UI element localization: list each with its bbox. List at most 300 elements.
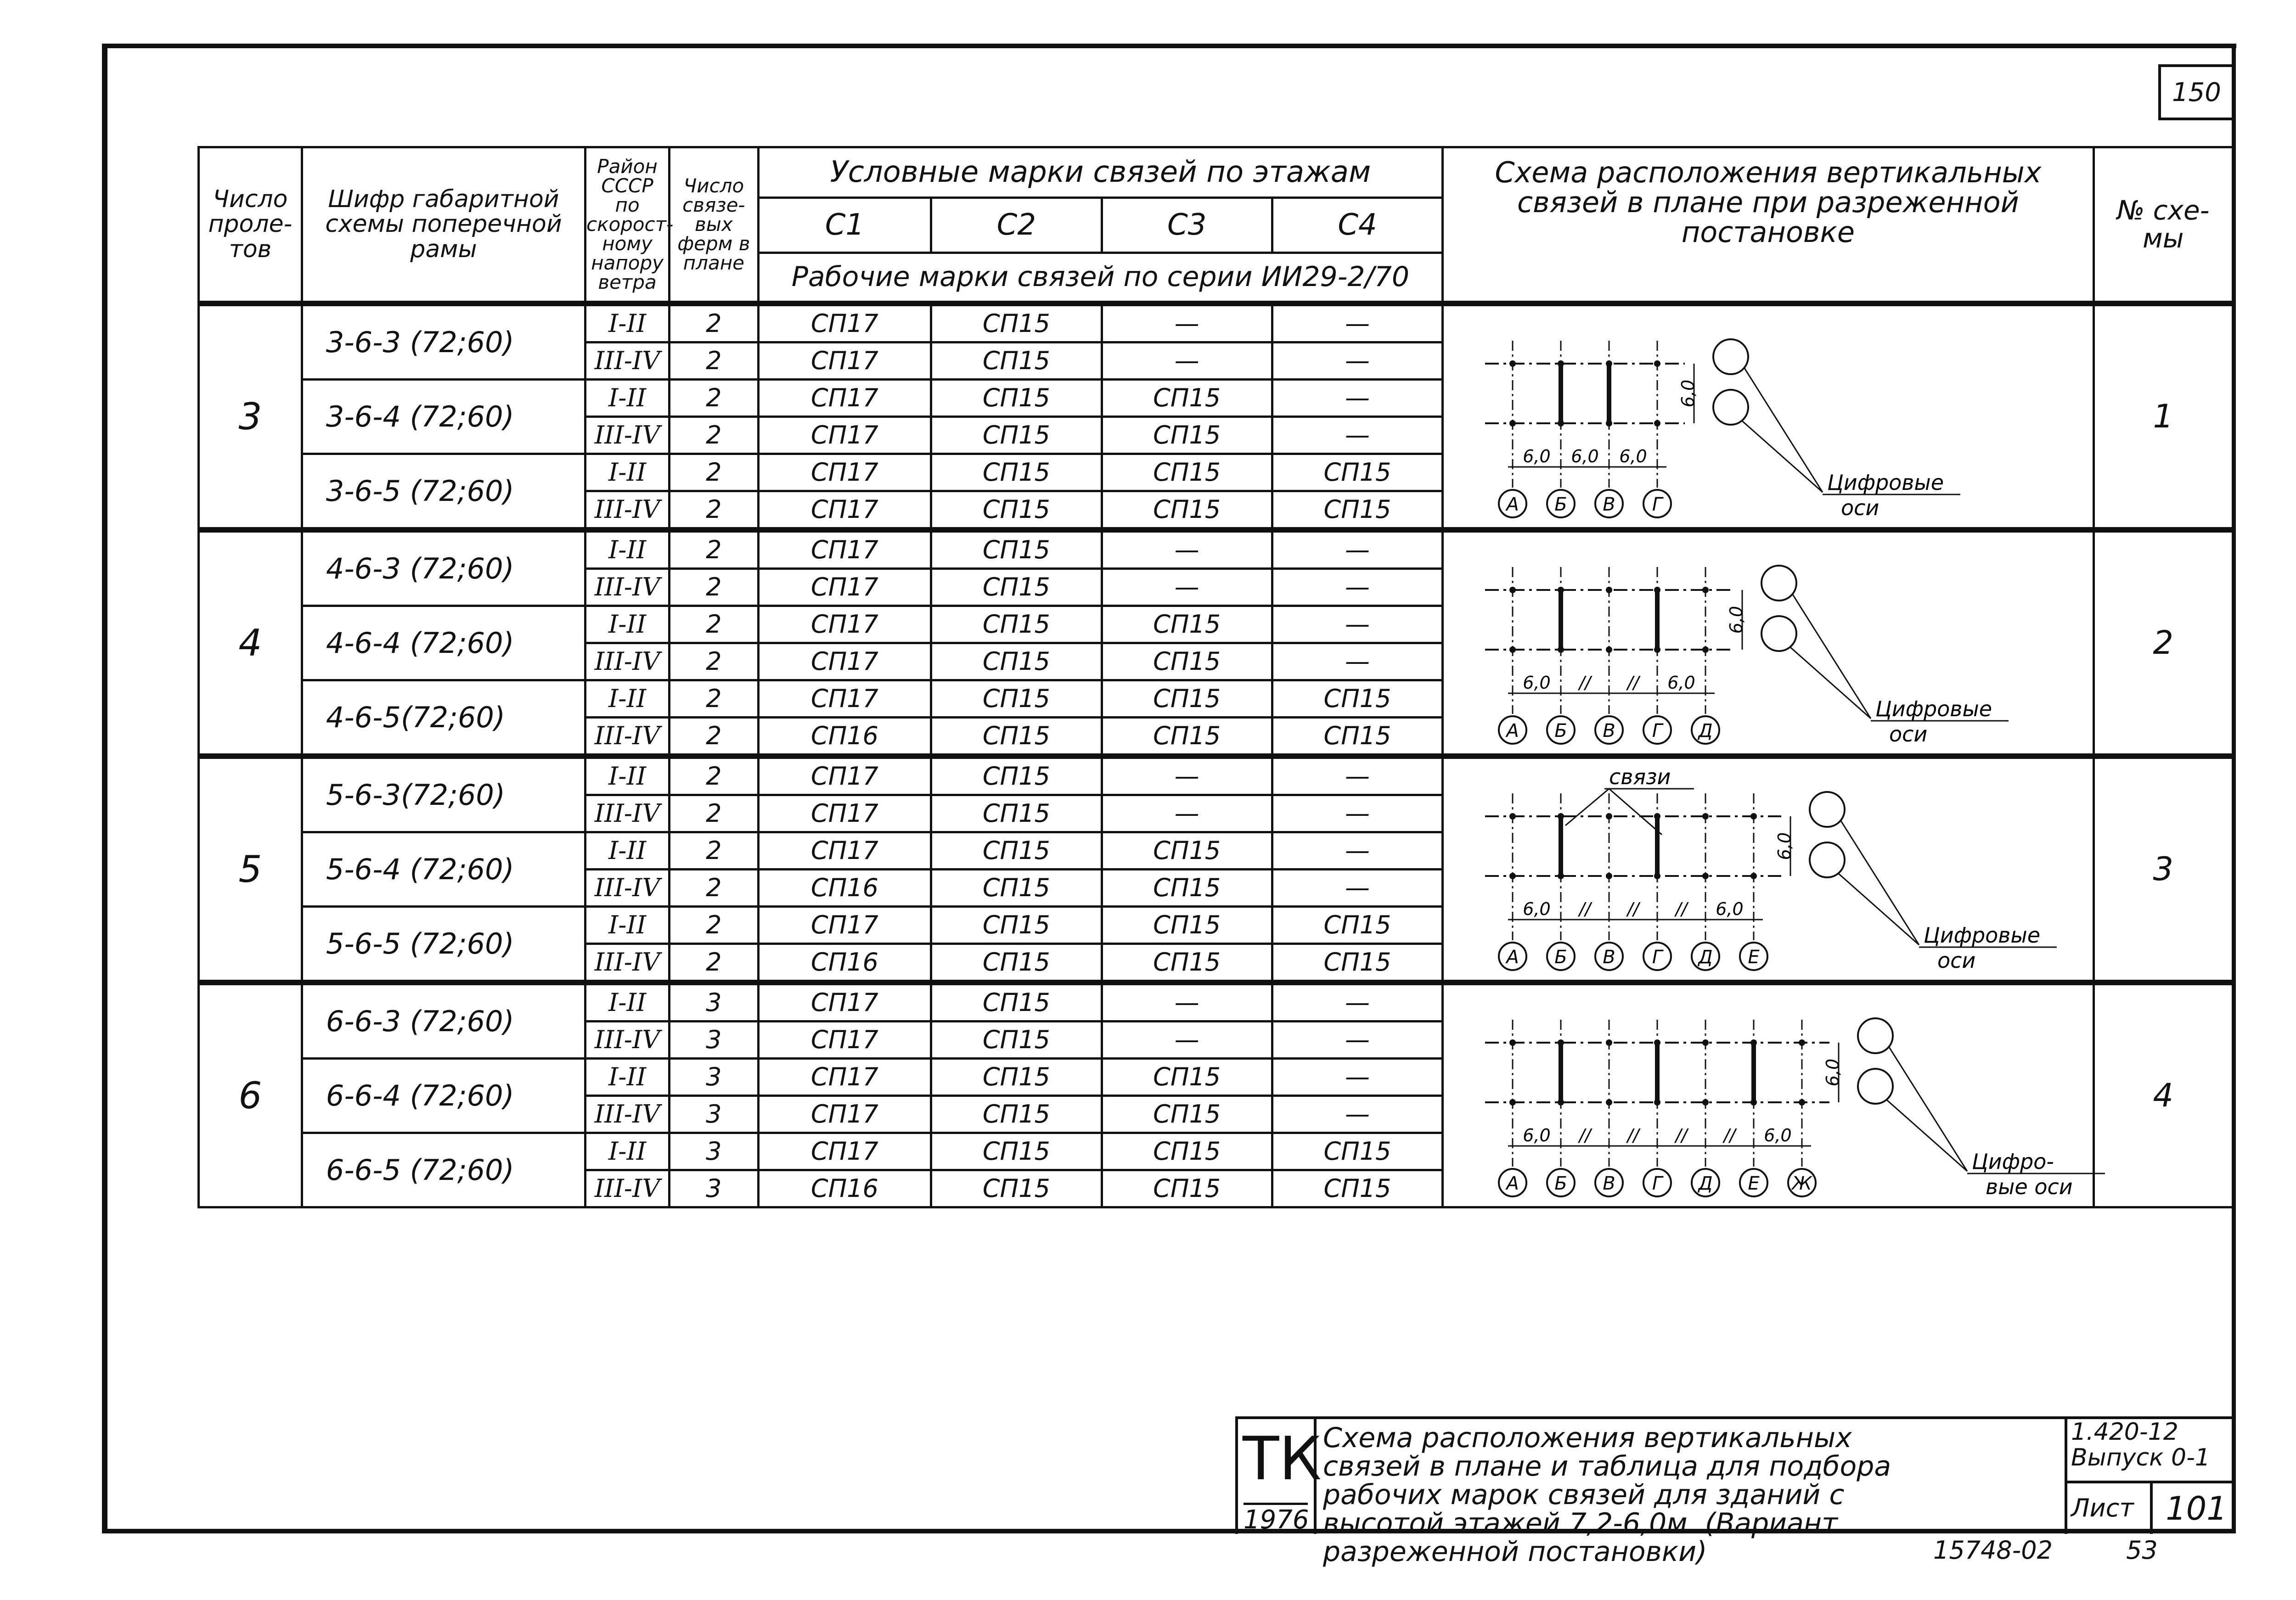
cell-mark-c1: СП17 bbox=[758, 379, 931, 416]
cell-mark-c4: — bbox=[1272, 303, 1442, 342]
column-dot bbox=[1750, 873, 1757, 879]
cell-truss-count: 2 bbox=[670, 379, 759, 416]
dimension-label: // bbox=[1675, 899, 1688, 919]
vertical-dimension-label: 6,0 bbox=[1726, 606, 1747, 634]
cell-mark-c2: СП15 bbox=[931, 1133, 1102, 1170]
cell-mark-c3: СП15 bbox=[1102, 869, 1272, 906]
cell-mark-c1: СП17 bbox=[758, 416, 931, 454]
stamp-year: 1976 bbox=[1244, 1503, 1308, 1535]
cell-wind-zone: III-IV bbox=[585, 416, 670, 454]
cell-truss-count: 2 bbox=[670, 454, 759, 491]
column-dot bbox=[1509, 360, 1516, 367]
cell-mark-c1: СП17 bbox=[758, 1095, 931, 1133]
cell-mark-c4: — bbox=[1272, 342, 1442, 379]
bracing-plan-scheme bbox=[1444, 990, 2073, 1201]
header-scheme: Схема расположения вертикальных связей в плане при разреженной постановке bbox=[1443, 147, 2093, 303]
digital-axis-bubble bbox=[1761, 566, 1796, 601]
dimension-label: 6,0 bbox=[1667, 673, 1695, 693]
header-conditional-marks: Условные марки связей по этажам bbox=[758, 147, 1443, 198]
cell-wind-zone: III-IV bbox=[585, 568, 670, 606]
cell-span-count: 5 bbox=[199, 756, 302, 982]
bracing-table bbox=[197, 146, 2234, 1208]
digital-axes-label: Цифровые bbox=[1827, 470, 1944, 495]
header-count: Число связе- вых ферм в плане bbox=[670, 147, 759, 303]
cell-wind-zone: III-IV bbox=[585, 795, 670, 832]
cell-truss-count: 3 bbox=[670, 1133, 759, 1170]
cell-mark-c4: — bbox=[1272, 869, 1442, 906]
column-dot bbox=[1509, 1039, 1516, 1046]
cell-mark-c1: СП16 bbox=[758, 869, 931, 906]
cell-mark-c4: СП15 bbox=[1272, 943, 1442, 982]
stamp-code bbox=[2065, 1419, 2234, 1483]
cell-mark-c1: СП17 bbox=[758, 832, 931, 869]
stamp-code-issue: Выпуск 0-1 bbox=[2071, 1444, 2210, 1471]
digital-axis-bubble bbox=[1858, 1069, 1893, 1104]
cell-truss-count: 2 bbox=[670, 756, 759, 795]
digital-axis-bubble bbox=[1810, 792, 1845, 827]
cell-mark-c3: — bbox=[1102, 982, 1272, 1022]
cell-wind-zone: III-IV bbox=[585, 1095, 670, 1133]
cell-mark-c3: — bbox=[1102, 342, 1272, 379]
column-dot bbox=[1509, 873, 1516, 879]
cell-frame-cipher: 4-6-3 (72;60) bbox=[302, 530, 585, 606]
cell-mark-c4: СП15 bbox=[1272, 906, 1442, 943]
cell-mark-c4: СП15 bbox=[1272, 1133, 1442, 1170]
cell-mark-c2: СП15 bbox=[931, 1170, 1102, 1207]
cell-mark-c1: СП17 bbox=[758, 303, 931, 342]
cell-mark-c4: — bbox=[1272, 530, 1442, 569]
header-c1: С1 bbox=[758, 198, 931, 253]
cell-mark-c2: СП15 bbox=[931, 869, 1102, 906]
cell-mark-c3: СП15 bbox=[1102, 606, 1272, 643]
cell-scheme-number: 1 bbox=[2093, 303, 2233, 530]
cell-mark-c1: СП16 bbox=[758, 943, 931, 982]
cell-mark-c1: СП17 bbox=[758, 491, 931, 530]
cell-mark-c3: СП15 bbox=[1102, 680, 1272, 717]
cell-scheme-diagram bbox=[1443, 982, 2093, 1207]
cell-wind-zone: III-IV bbox=[585, 717, 670, 756]
axis-label: Б bbox=[1554, 1173, 1567, 1194]
header-zone: Район СССР по скорост- ному напору ветра bbox=[585, 147, 670, 303]
digital-axis-bubble bbox=[1761, 616, 1796, 651]
cell-mark-c2: СП15 bbox=[931, 832, 1102, 869]
cell-mark-c2: СП15 bbox=[931, 454, 1102, 491]
cell-truss-count: 2 bbox=[670, 795, 759, 832]
cell-mark-c2: СП15 bbox=[931, 1021, 1102, 1058]
cell-mark-c1: СП17 bbox=[758, 680, 931, 717]
cell-scheme-number: 4 bbox=[2093, 982, 2233, 1207]
cell-mark-c4: — bbox=[1272, 795, 1442, 832]
leader-line bbox=[1841, 821, 1919, 945]
column-dot bbox=[1606, 1039, 1612, 1046]
cell-mark-c2: СП15 bbox=[931, 1058, 1102, 1095]
cell-frame-cipher: 6-6-4 (72;60) bbox=[302, 1058, 585, 1133]
cell-mark-c3: СП15 bbox=[1102, 832, 1272, 869]
column-dot bbox=[1702, 587, 1709, 593]
cell-mark-c2: СП15 bbox=[931, 643, 1102, 680]
cell-mark-c4: СП15 bbox=[1272, 680, 1442, 717]
cell-span-count: 3 bbox=[199, 303, 302, 530]
cell-mark-c4: — bbox=[1272, 606, 1442, 643]
axis-label: Г bbox=[1652, 720, 1663, 741]
column-dot bbox=[1702, 646, 1709, 653]
digital-axis-bubble bbox=[1713, 390, 1748, 425]
cell-mark-c1: СП17 bbox=[758, 1021, 931, 1058]
cell-mark-c3: СП15 bbox=[1102, 416, 1272, 454]
dimension-label: 6,0 bbox=[1619, 446, 1647, 466]
digital-axes-label: оси bbox=[1889, 722, 1928, 747]
cell-wind-zone: III-IV bbox=[585, 643, 670, 680]
cell-wind-zone: III-IV bbox=[585, 869, 670, 906]
axis-label: Е bbox=[1748, 947, 1760, 968]
cell-truss-count: 2 bbox=[670, 568, 759, 606]
cell-wind-zone: I-II bbox=[585, 756, 670, 795]
cell-mark-c4: — bbox=[1272, 982, 1442, 1022]
cell-mark-c1: СП17 bbox=[758, 454, 931, 491]
cell-mark-c2: СП15 bbox=[931, 1095, 1102, 1133]
bracing-plan-scheme bbox=[1444, 537, 2064, 748]
cell-frame-cipher: 5-6-4 (72;60) bbox=[302, 832, 585, 906]
cell-mark-c3: СП15 bbox=[1102, 943, 1272, 982]
cell-wind-zone: I-II bbox=[585, 303, 670, 342]
header-scheme-no: № схе- мы bbox=[2093, 147, 2233, 303]
cell-mark-c4: СП15 bbox=[1272, 454, 1442, 491]
bracing-plan-scheme bbox=[1444, 311, 2064, 522]
cell-frame-cipher: 3-6-3 (72;60) bbox=[302, 303, 585, 380]
frame-top-border bbox=[106, 44, 2236, 48]
digital-axes-label: вые оси bbox=[1986, 1174, 2073, 1199]
axis-label: А bbox=[1506, 494, 1519, 515]
cell-truss-count: 3 bbox=[670, 1058, 759, 1095]
digital-axis-bubble bbox=[1858, 1018, 1893, 1053]
cell-mark-c1: СП17 bbox=[758, 606, 931, 643]
axis-label: Е bbox=[1748, 1173, 1760, 1194]
column-dot bbox=[1654, 360, 1660, 367]
cell-frame-cipher: 5-6-3(72;60) bbox=[302, 756, 585, 832]
cell-mark-c3: — bbox=[1102, 1021, 1272, 1058]
cell-mark-c4: — bbox=[1272, 568, 1442, 606]
vertical-dimension-label: 6,0 bbox=[1678, 379, 1699, 408]
cell-mark-c2: СП15 bbox=[931, 982, 1102, 1022]
cell-truss-count: 2 bbox=[670, 832, 759, 869]
column-dot bbox=[1606, 646, 1612, 653]
axis-label: В bbox=[1603, 947, 1615, 968]
frame-left-border bbox=[102, 44, 107, 1533]
dimension-label: 6,0 bbox=[1764, 1125, 1792, 1145]
cell-mark-c4: — bbox=[1272, 1058, 1442, 1095]
cell-mark-c4: СП15 bbox=[1272, 1170, 1442, 1207]
dimension-label: // bbox=[1579, 899, 1591, 919]
stamp-sheet bbox=[2065, 1483, 2237, 1534]
leader-line bbox=[1839, 874, 1919, 945]
cell-frame-cipher: 6-6-5 (72;60) bbox=[302, 1133, 585, 1207]
cell-mark-c3: СП15 bbox=[1102, 379, 1272, 416]
column-dot bbox=[1606, 587, 1612, 593]
cell-truss-count: 2 bbox=[670, 643, 759, 680]
tk-block bbox=[1238, 1419, 1322, 1535]
cell-mark-c3: СП15 bbox=[1102, 491, 1272, 530]
braces-leader bbox=[1609, 789, 1662, 835]
digital-axes-label: оси bbox=[1841, 495, 1880, 520]
axis-label: Б bbox=[1554, 720, 1567, 741]
cell-mark-c1: СП17 bbox=[758, 568, 931, 606]
cell-mark-c1: СП17 bbox=[758, 530, 931, 569]
header-c4: С4 bbox=[1272, 198, 1442, 253]
cell-mark-c1: СП17 bbox=[758, 643, 931, 680]
bracing-plan-scheme bbox=[1444, 764, 2064, 975]
dimension-label: 6,0 bbox=[1523, 899, 1551, 919]
axis-label: А bbox=[1506, 1173, 1519, 1194]
column-dot bbox=[1702, 813, 1709, 820]
cell-mark-c2: СП15 bbox=[931, 795, 1102, 832]
digital-axis-bubble bbox=[1713, 339, 1748, 374]
leader-line bbox=[1745, 368, 1823, 492]
axis-label: В bbox=[1603, 494, 1615, 515]
axis-label: Г bbox=[1652, 947, 1663, 968]
column-dot bbox=[1702, 873, 1709, 879]
cell-truss-count: 2 bbox=[670, 342, 759, 379]
cell-mark-c2: СП15 bbox=[931, 943, 1102, 982]
cell-truss-count: 3 bbox=[670, 982, 759, 1022]
cell-mark-c2: СП15 bbox=[931, 342, 1102, 379]
cell-mark-c4: — bbox=[1272, 1021, 1442, 1058]
cell-wind-zone: I-II bbox=[585, 680, 670, 717]
dimension-label: 6,0 bbox=[1716, 899, 1744, 919]
cell-truss-count: 2 bbox=[670, 491, 759, 530]
cell-span-count: 4 bbox=[199, 530, 302, 756]
digital-axes-label: Цифровые bbox=[1924, 923, 2041, 948]
cell-truss-count: 2 bbox=[670, 530, 759, 569]
cell-mark-c2: СП15 bbox=[931, 416, 1102, 454]
cell-frame-cipher: 3-6-4 (72;60) bbox=[302, 379, 585, 454]
dimension-label: 6,0 bbox=[1523, 1125, 1551, 1145]
leader-line bbox=[1887, 1100, 1967, 1171]
cell-mark-c3: — bbox=[1102, 530, 1272, 569]
cell-wind-zone: III-IV bbox=[585, 943, 670, 982]
braces-leader bbox=[1565, 789, 1609, 825]
digital-axes-label: Цифро- bbox=[1972, 1149, 2054, 1174]
cell-wind-zone: III-IV bbox=[585, 342, 670, 379]
cell-frame-cipher: 5-6-5 (72;60) bbox=[302, 906, 585, 982]
column-dot bbox=[1509, 587, 1516, 593]
cell-mark-c1: СП17 bbox=[758, 1058, 931, 1095]
digital-axes-label: оси bbox=[1937, 948, 1976, 973]
cell-scheme-diagram bbox=[1443, 303, 2093, 530]
dimension-label: // bbox=[1723, 1125, 1736, 1145]
column-dot bbox=[1606, 813, 1612, 820]
cell-truss-count: 2 bbox=[670, 606, 759, 643]
cell-truss-count: 3 bbox=[670, 1021, 759, 1058]
sheet-number: 101 bbox=[2150, 1483, 2240, 1534]
cell-mark-c2: СП15 bbox=[931, 530, 1102, 569]
cell-mark-c1: СП16 bbox=[758, 1170, 931, 1207]
leader-line bbox=[1742, 421, 1823, 492]
dimension-label: // bbox=[1627, 673, 1639, 693]
table-row bbox=[199, 756, 2233, 795]
cell-mark-c1: СП16 bbox=[758, 717, 931, 756]
cell-mark-c3: СП15 bbox=[1102, 643, 1272, 680]
cell-mark-c4: — bbox=[1272, 643, 1442, 680]
header-c3: С3 bbox=[1102, 198, 1272, 253]
cell-mark-c3: СП15 bbox=[1102, 906, 1272, 943]
cell-mark-c4: — bbox=[1272, 1095, 1442, 1133]
cell-frame-cipher: 4-6-5(72;60) bbox=[302, 680, 585, 756]
cell-truss-count: 3 bbox=[670, 1170, 759, 1207]
column-dot bbox=[1509, 420, 1516, 427]
cell-truss-count: 2 bbox=[670, 680, 759, 717]
axis-label: Д bbox=[1698, 947, 1713, 968]
column-dot bbox=[1606, 1099, 1612, 1106]
dimension-label: // bbox=[1579, 1125, 1591, 1145]
cell-mark-c2: СП15 bbox=[931, 491, 1102, 530]
dimension-label: 6,0 bbox=[1523, 446, 1551, 466]
table-row bbox=[199, 303, 2233, 342]
cell-mark-c2: СП15 bbox=[931, 717, 1102, 756]
cell-span-count: 6 bbox=[199, 982, 302, 1207]
cell-scheme-diagram bbox=[1443, 756, 2093, 982]
cell-wind-zone: I-II bbox=[585, 606, 670, 643]
dimension-label: // bbox=[1627, 899, 1639, 919]
braces-label: связи bbox=[1609, 764, 1671, 789]
leader-line bbox=[1793, 595, 1871, 719]
leader-line bbox=[1790, 647, 1871, 719]
column-dot bbox=[1799, 1039, 1805, 1046]
cell-wind-zone: I-II bbox=[585, 982, 670, 1022]
cell-truss-count: 2 bbox=[670, 416, 759, 454]
column-dot bbox=[1702, 1099, 1709, 1106]
cell-mark-c2: СП15 bbox=[931, 756, 1102, 795]
cell-mark-c1: СП17 bbox=[758, 756, 931, 795]
cell-scheme-number: 3 bbox=[2093, 756, 2233, 982]
cell-mark-c3: СП15 bbox=[1102, 1133, 1272, 1170]
cell-mark-c2: СП15 bbox=[931, 906, 1102, 943]
digital-axes-label: Цифровые bbox=[1875, 696, 1992, 721]
cell-mark-c3: СП15 bbox=[1102, 1170, 1272, 1207]
vertical-dimension-label: 6,0 bbox=[1774, 832, 1795, 860]
column-dot bbox=[1799, 1099, 1805, 1106]
cell-mark-c4: СП15 bbox=[1272, 491, 1442, 530]
cell-mark-c3: — bbox=[1102, 568, 1272, 606]
axis-label: Б bbox=[1554, 947, 1567, 968]
sheet-label: Лист bbox=[2071, 1493, 2134, 1522]
cell-wind-zone: III-IV bbox=[585, 1021, 670, 1058]
axis-label: Ж bbox=[1792, 1173, 1812, 1194]
cell-mark-c3: — bbox=[1102, 303, 1272, 342]
header-working-marks: Рабочие марки связей по серии ИИ29-2/70 bbox=[758, 253, 1443, 303]
cell-mark-c2: СП15 bbox=[931, 680, 1102, 717]
cell-scheme-diagram bbox=[1443, 530, 2093, 756]
column-dot bbox=[1509, 813, 1516, 820]
cell-mark-c3: СП15 bbox=[1102, 454, 1272, 491]
cell-frame-cipher: 6-6-3 (72;60) bbox=[302, 982, 585, 1059]
cell-wind-zone: III-IV bbox=[585, 1170, 670, 1207]
dimension-label: // bbox=[1675, 1125, 1688, 1145]
dimension-label: 6,0 bbox=[1571, 446, 1599, 466]
cell-mark-c4: СП15 bbox=[1272, 717, 1442, 756]
cell-mark-c3: — bbox=[1102, 795, 1272, 832]
cell-wind-zone: I-II bbox=[585, 832, 670, 869]
stamp-title: Схема расположения вертикальных связей в плане и таблица для подбора рабочих марок связей для зданий с высотой этажей 7,2-6,0м. (Вариант разреженной постановки) bbox=[1323, 1422, 1891, 1568]
cell-mark-c4: — bbox=[1272, 416, 1442, 454]
axis-label: Б bbox=[1554, 494, 1567, 515]
cell-mark-c1: СП17 bbox=[758, 1133, 931, 1170]
table-row bbox=[199, 530, 2233, 569]
cell-wind-zone: I-II bbox=[585, 379, 670, 416]
cell-mark-c3: СП15 bbox=[1102, 1095, 1272, 1133]
cell-mark-c4: — bbox=[1272, 756, 1442, 795]
axis-label: В bbox=[1603, 720, 1615, 741]
cell-mark-c3: — bbox=[1102, 756, 1272, 795]
tk-mark: ТК bbox=[1243, 1424, 1322, 1493]
vertical-dimension-label: 6,0 bbox=[1823, 1058, 1843, 1087]
header-c2: С2 bbox=[931, 198, 1102, 253]
dimension-label: 6,0 bbox=[1523, 673, 1551, 693]
dimension-label: // bbox=[1627, 1125, 1639, 1145]
column-dot bbox=[1750, 813, 1757, 820]
cell-truss-count: 2 bbox=[670, 869, 759, 906]
cell-wind-zone: I-II bbox=[585, 1058, 670, 1095]
cell-frame-cipher: 3-6-5 (72;60) bbox=[302, 454, 585, 530]
cell-mark-c1: СП17 bbox=[758, 906, 931, 943]
axis-label: Г bbox=[1652, 1173, 1663, 1194]
cell-mark-c3: СП15 bbox=[1102, 717, 1272, 756]
axis-label: Д bbox=[1698, 1173, 1713, 1194]
cell-wind-zone: I-II bbox=[585, 530, 670, 569]
digital-axis-bubble bbox=[1810, 842, 1845, 877]
cell-wind-zone: I-II bbox=[585, 906, 670, 943]
cell-mark-c2: СП15 bbox=[931, 379, 1102, 416]
axis-label: А bbox=[1506, 947, 1519, 968]
column-dot bbox=[1654, 420, 1660, 427]
cell-truss-count: 2 bbox=[670, 906, 759, 943]
cell-truss-count: 2 bbox=[670, 303, 759, 342]
cell-mark-c1: СП17 bbox=[758, 982, 931, 1022]
cell-mark-c2: СП15 bbox=[931, 568, 1102, 606]
dimension-label: // bbox=[1579, 673, 1591, 693]
cell-wind-zone: I-II bbox=[585, 1133, 670, 1170]
footer-page-mark: 53 bbox=[2126, 1536, 2158, 1565]
axis-label: Г bbox=[1652, 494, 1663, 515]
cell-mark-c4: — bbox=[1272, 379, 1442, 416]
header-cipher: Шифр габаритной схемы поперечной рамы bbox=[302, 147, 585, 303]
cell-mark-c1: СП17 bbox=[758, 795, 931, 832]
cell-truss-count: 3 bbox=[670, 1095, 759, 1133]
header-spans: Число проле- тов bbox=[199, 147, 302, 303]
table-row bbox=[199, 982, 2233, 1022]
cell-mark-c4: — bbox=[1272, 832, 1442, 869]
cell-scheme-number: 2 bbox=[2093, 530, 2233, 756]
cell-wind-zone: III-IV bbox=[585, 491, 670, 530]
column-dot bbox=[1509, 1099, 1516, 1106]
stamp-code-series: 1.420-12 bbox=[2071, 1418, 2178, 1446]
cell-mark-c2: СП15 bbox=[931, 303, 1102, 342]
axis-label: Д bbox=[1698, 720, 1713, 741]
cell-mark-c3: СП15 bbox=[1102, 1058, 1272, 1095]
page-number: 150 bbox=[2158, 64, 2235, 120]
cell-wind-zone: I-II bbox=[585, 454, 670, 491]
axis-label: А bbox=[1506, 720, 1519, 741]
cell-mark-c1: СП17 bbox=[758, 342, 931, 379]
column-dot bbox=[1509, 646, 1516, 653]
cell-frame-cipher: 4-6-4 (72;60) bbox=[302, 606, 585, 680]
leader-line bbox=[1889, 1047, 1967, 1171]
axis-label: В bbox=[1603, 1173, 1615, 1194]
cell-truss-count: 2 bbox=[670, 943, 759, 982]
cell-mark-c2: СП15 bbox=[931, 606, 1102, 643]
column-dot bbox=[1702, 1039, 1709, 1046]
inventory-number: 15748-02 bbox=[1933, 1536, 2053, 1565]
cell-truss-count: 2 bbox=[670, 717, 759, 756]
